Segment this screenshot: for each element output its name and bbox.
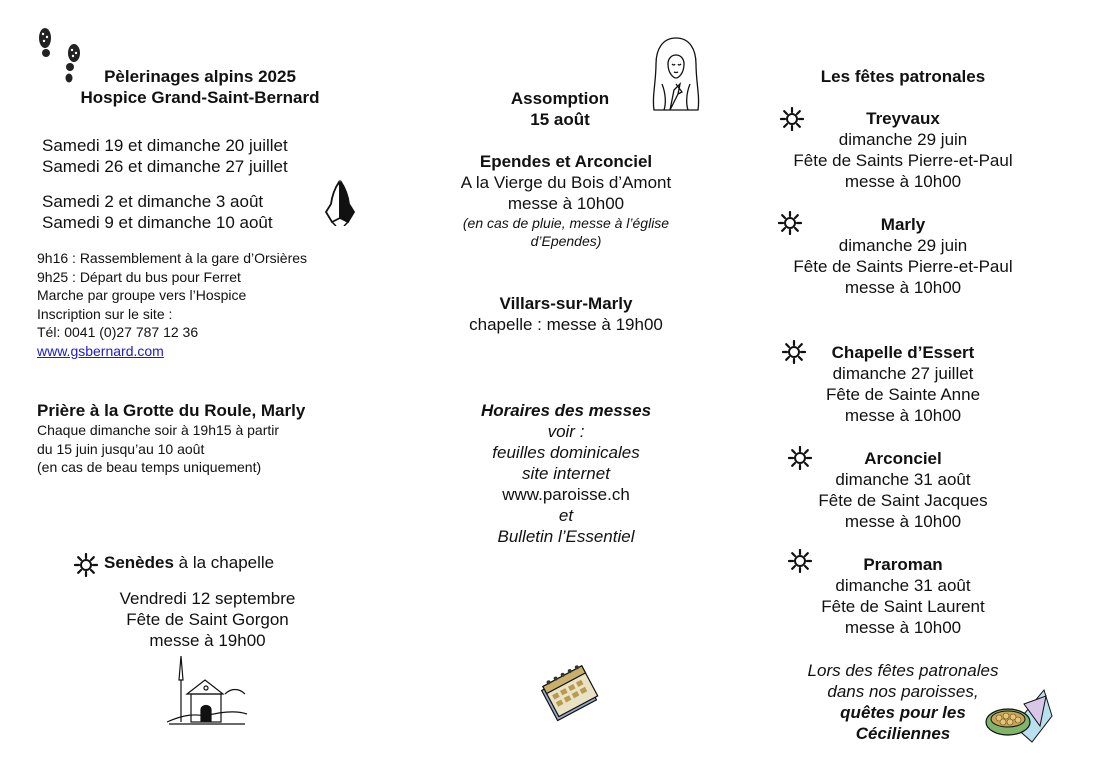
collection-line: dans nos paroisses, (827, 682, 979, 701)
feast-date: dimanche 29 juin (838, 130, 968, 149)
senedes-suffix: à la chapelle (173, 553, 275, 572)
villars-section (426, 293, 706, 335)
assumption-details (426, 151, 706, 250)
feast-description: Fête de Saint Jacques (818, 491, 988, 510)
feasts-title: Les fêtes patronales (820, 67, 986, 86)
pilgrimage-detail-line: 9h25 : Départ du bus pour Ferret (37, 268, 241, 285)
pilgrimage-detail-line: Tél: 0041 (0)27 787 12 36 (37, 324, 199, 341)
schedule-line: voir : (547, 422, 585, 441)
feast-item (768, 448, 1038, 532)
feast-item (768, 342, 1038, 426)
collection-line: Lors des fêtes patronales (807, 661, 999, 680)
feast-item (768, 554, 1038, 638)
feast-description: Fête de Saint Laurent (821, 597, 985, 616)
assumption-note: (en cas de pluie, messe à l’église (462, 215, 670, 231)
assumption-place: Ependes et Arconciel (479, 152, 653, 171)
assumption-line: messe à 10h00 (507, 194, 625, 213)
feast-description: Fête de Saints Pierre-et-Paul (793, 151, 1013, 170)
feast-name: Treyvaux (866, 109, 940, 128)
schedule-line: feuilles dominicales (492, 443, 640, 462)
calendar-icon (536, 664, 602, 722)
feast-description: Fête de Saints Pierre-et-Paul (793, 257, 1013, 276)
grotto-line: Chaque dimanche soir à 19h15 à partir (37, 422, 280, 438)
feast-date: dimanche 29 juin (838, 236, 968, 255)
pilgrimage-details (37, 249, 357, 361)
feast-date: dimanche 27 juillet (832, 364, 974, 383)
feast-name: Marly (880, 215, 926, 234)
feast-mass: messe à 10h00 (844, 618, 962, 637)
praying-hands-icon (322, 178, 358, 226)
offering-icon (984, 686, 1054, 746)
pilgrimage-detail-line: 9h16 : Rassemblement à la gare d’Orsières (37, 250, 308, 266)
pilgrimage-title (60, 66, 340, 108)
villars-title: Villars-sur-Marly (499, 294, 633, 313)
pilgrimage-date: Samedi 26 et dimanche 27 juillet (42, 157, 288, 176)
assumption-line: A la Vierge du Bois d’Amont (460, 173, 672, 192)
schedule-section (426, 400, 706, 547)
feast-name: Arconciel (864, 449, 942, 468)
grotto-line: (en cas de beau temps uniquement) (37, 459, 262, 475)
pilgrimage-title-text: Pèlerinages alpins 2025 (104, 67, 296, 86)
schedule-line: site internet (522, 464, 610, 483)
villars-line: chapelle : messe à 19h00 (469, 315, 663, 334)
senedes-line: messe à 19h00 (149, 631, 266, 650)
assumption-title (460, 88, 660, 130)
feast-item (768, 214, 1038, 298)
feast-mass: messe à 10h00 (844, 278, 962, 297)
schedule-title: Horaires des messes (480, 401, 652, 420)
feast-mass: messe à 10h00 (844, 172, 962, 191)
chapel-icon (165, 654, 249, 726)
feast-description: Fête de Sainte Anne (825, 385, 981, 404)
feast-mass: messe à 10h00 (844, 512, 962, 531)
assumption-title-text: Assomption (510, 89, 610, 108)
senedes-heading (104, 552, 274, 573)
feast-date: dimanche 31 août (835, 470, 971, 489)
pilgrimage-date: Samedi 9 et dimanche 10 août (42, 213, 273, 232)
sun-icon (74, 553, 98, 577)
senedes-line: Fête de Saint Gorgon (126, 610, 289, 629)
feast-name: Praroman (863, 555, 943, 574)
senedes-line: Vendredi 12 septembre (119, 589, 296, 608)
collection-line: Céciliennes (855, 724, 951, 743)
senedes-details (80, 588, 335, 651)
grotto-title: Prière à la Grotte du Roule, Marly (37, 401, 306, 420)
collection-line: quêtes pour les (840, 703, 966, 722)
grotto-line: du 15 juin jusqu’au 10 août (37, 440, 205, 457)
feast-mass: messe à 10h00 (844, 406, 962, 425)
pilgrimage-dates (42, 135, 332, 233)
feast-item (768, 108, 1038, 192)
schedule-line: et (558, 506, 574, 525)
senedes-name: Senèdes (104, 553, 174, 572)
pilgrimage-subtitle: Hospice Grand-Saint-Bernard (80, 88, 320, 107)
assumption-date: 15 août (530, 110, 590, 129)
pilgrimage-date: Samedi 19 et dimanche 20 juillet (42, 136, 288, 155)
grotto-section (37, 400, 357, 477)
gsbernard-link[interactable]: www.gsbernard.com (37, 342, 164, 359)
schedule-url: www.paroisse.ch (502, 485, 630, 504)
assumption-note: d’Ependes) (530, 233, 602, 249)
feast-date: dimanche 31 août (835, 576, 971, 595)
pilgrimage-date: Samedi 2 et dimanche 3 août (42, 192, 264, 211)
pilgrimage-detail-line: Inscription sur le site : (37, 305, 173, 322)
schedule-line: Bulletin l’Essentiel (497, 527, 635, 546)
pilgrimage-detail-line: Marche par groupe vers l’Hospice (37, 287, 247, 304)
feast-name: Chapelle d’Essert (831, 343, 975, 362)
